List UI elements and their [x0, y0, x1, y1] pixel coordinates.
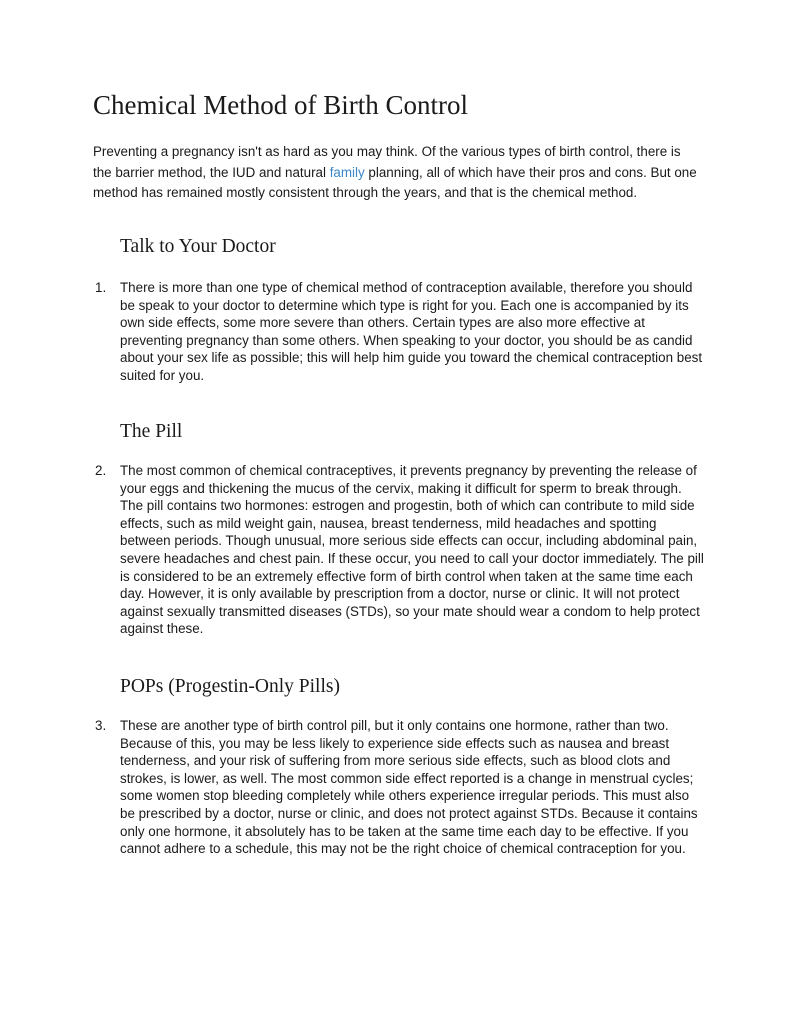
family-link[interactable]: family: [329, 164, 365, 180]
intro-paragraph: [93, 142, 698, 204]
section-heading-pops: POPs (Progestin-Only Pills): [120, 676, 340, 697]
list-item: [95, 279, 705, 385]
list-number: 1.: [95, 280, 107, 295]
list-item: [95, 462, 705, 638]
list-number: 2.: [95, 463, 107, 478]
intro-text-start: Preventing a pregnancy isn't as hard as you may think. Of the various types of birth control, there is the barrier method, the IUD and natural: [93, 144, 681, 180]
list-number: 3.: [95, 718, 107, 733]
list-item-text: The most common of chemical contraceptives, it prevents pregnancy by preventing the release of your eggs and thickening the mucus of the cervix, making it difficult for sperm to break through. The pill contains two hormones: estrogen and progestin, both of which can contribute to mild side effects, such as mild weight gain, nausea, breast tenderness, mild headaches and spotting between periods. Though unusual, more serious side effects can occur, including abdominal pain, severe headaches and chest pain. If these occur, you need to call your doctor immediately. The pill is considered to be an extremely effective form of birth control when taken at the same time each day. However, it is only available by prescription from a doctor, nurse or clinic. It will not protect against sexually transmitted diseases (STDs), so your mate should wear a condom to help protect against these.: [120, 463, 704, 637]
section-heading-talk-to-doctor: Talk to Your Doctor: [120, 236, 276, 257]
intro-text-end: planning, all of which have their pros and cons. But one method has remained mostly consistent through the years, and that is the chemical method.: [93, 164, 697, 200]
section-heading-the-pill: The Pill: [120, 421, 183, 442]
page-title: Chemical Method of Birth Control: [93, 90, 468, 120]
list-item-text: These are another type of birth control pill, but it only contains one hormone, rather than two. Because of this, you may be less likely to experience side effects such as nausea and breast tenderness, and your risk of suffering from more serious side effects, such as blood clots and strokes, is lower, as well. The most common side effect reported is a change in menstrual cycles; some women stop bleeding completely while others experience irregular periods. This must also be prescribed by a doctor, nurse or clinic, and does not protect against STDs. Because it contains only one hormone, it absolutely has to be taken at the same time each day to be effective. If you cannot adhere to a schedule, this may not be the right choice of chemical contraception for you.: [120, 718, 698, 857]
list-item: [95, 717, 705, 858]
list-item-text: There is more than one type of chemical method of contraception available, therefore you should be speak to your doctor to determine which type is right for you. Each one is accompanied by its own side effects, some more severe than others. Certain types are also more effective at preventing pregnancy than some others. When speaking to your doctor, you should be as candid about your sex life as possible; this will help him guide you toward the chemical contraception best suited for you.: [120, 280, 703, 383]
